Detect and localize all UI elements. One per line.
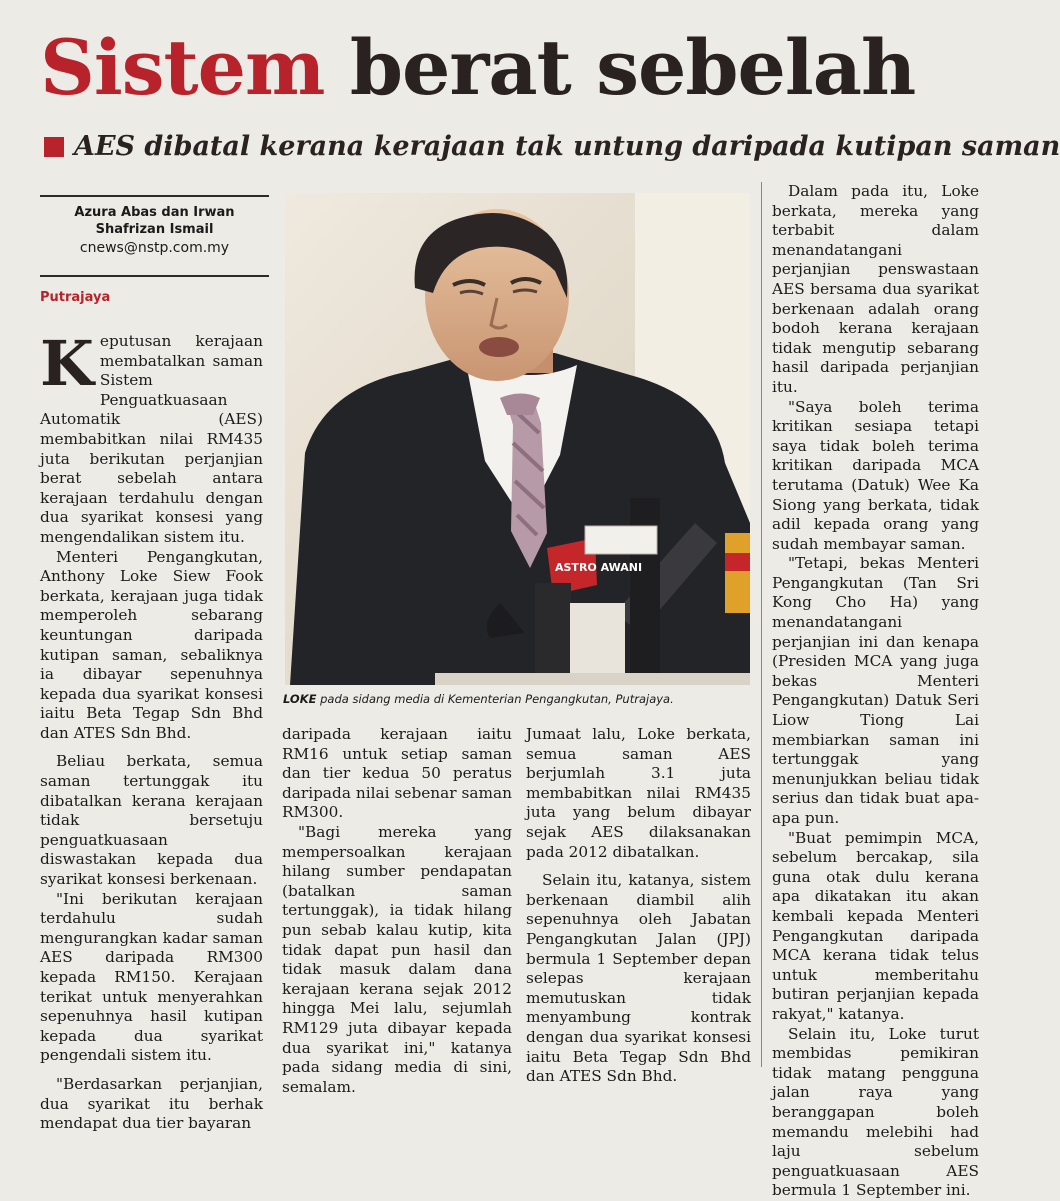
article-paragraph: Selain itu, Loke turut membidas pemikiran tidak matang pengguna jalan raya yang beranggapan boleh memandu melebihi had laju sebelum penguatkuasaan AES bermula 1 September ini. — [772, 1024, 979, 1200]
article-paragraph: Beliau berkata, semua saman tertunggak itu dibatalkan kerana kerajaan tidak bersetuju penguatkuasaan diswastakan kepada dua syarikat konsesi berkenaan. — [40, 752, 263, 889]
photo-illustration — [285, 193, 750, 685]
byline-authors: Azura Abas dan Irwan Shafrizan Ismail — [74, 205, 235, 237]
headline-part-1: Sistem — [40, 23, 325, 112]
article-paragraph: Keputusan kerajaan membatalkan saman Sistem Penguatkuasaan Automatik (AES) membabitkan nilai RM435 juta berikutan perjanjian berat sebelah antara kerajaan terdahulu dengan dua syarikat konsesi yang mengendalikan sistem itu. — [40, 327, 263, 546]
article-column-3 — [526, 725, 751, 1086]
dateline: Putrajaya — [40, 290, 111, 305]
caption-text: pada sidang media di Kementerian Pengangkutan, Putrajaya. — [316, 692, 674, 706]
headline — [40, 18, 1015, 123]
article-paragraph: daripada kerajaan iaitu RM16 untuk setiap saman dan tier kedua 50 peratus daripada nilai sebenar saman RM300. — [282, 725, 512, 822]
article-paragraph: "Berdasarkan perjanjian, dua syarikat itu berhak mendapat dua tier bayaran — [40, 1074, 263, 1133]
article-paragraph: Menteri Pengangkutan, Anthony Loke Siew Fook berkata, kerajaan juga tidak memperoleh sebarang keuntungan daripada kutipan saman, sebaliknya ia dibayar sepenuhnya kepada dua syarikat konsesi iaitu Beta Tegap Sdn Bhd dan ATES Sdn Bhd. — [40, 547, 263, 742]
byline-email: cnews@nstp.com.my — [79, 240, 230, 256]
article-paragraph: "Bagi mereka yang mempersoalkan kerajaan hilang sumber pendapatan (batalkan saman tertunggak), ia tidak hilang pun sebab kalau kutip, kita tidak dapat pun hasil dan tidak masuk dalam dana kerajaan kerana sejak 2012 hingga Mei lalu, sejumlah RM129 juta dibayar kepada dua syarikat ini," katanya pada sidang media di sini, semalam. — [282, 822, 512, 1096]
article-paragraph: "Ini berikutan kerajaan terdahulu sudah mengurangkan kadar saman AES daripada RM300 kepada RM150. Kerajaan terikat untuk menyerahkan sepenuhnya hasil kutipan kepada dua syarikat pengendali sistem itu. — [40, 889, 263, 1065]
byline-top-rule — [40, 195, 269, 197]
subheadline-text: AES dibatal kerana kerajaan tak untung daripada kutipan saman — [74, 131, 1060, 162]
subheadline — [44, 122, 1060, 172]
article-paragraph: "Buat pemimpin MCA, sebelum bercakap, sila guna otak dulu kerana apa dikatakan itu akan kembali kepada Menteri Pengangkutan daripada MCA kerana tidak telus untuk memberitahu butiran perjanjian kepada rakyat," katanya. — [772, 828, 979, 1023]
caption-lead: LOKE — [283, 692, 317, 706]
drop-cap: K — [40, 327, 94, 400]
red-square-bullet-icon — [44, 137, 64, 157]
headline-part-2: berat sebelah — [349, 23, 916, 112]
byline — [40, 204, 269, 257]
article-column-1 — [40, 327, 263, 1133]
byline-bottom-rule — [40, 275, 269, 277]
photo-caption — [283, 692, 753, 706]
article-photo — [285, 193, 750, 685]
article-paragraph: "Tetapi, bekas Menteri Pengangkutan (Tan Sri Kong Cho Ha) yang menandatangani perjanjian ini dan kenapa (Presiden MCA yang juga bekas Menteri Pengangkutan) Datuk Seri Liow Tiong Lai membiarkan saman ini tertunggak yang menunjukkan beliau tidak serius dan tidak buat apa-apa pun. — [772, 554, 979, 827]
article-column-2 — [282, 725, 512, 1096]
article-column-4 — [772, 182, 979, 1200]
column-divider — [761, 182, 762, 1067]
mic-label: ASTRO AWANI — [555, 561, 643, 574]
article-paragraph: Dalam pada itu, Loke berkata, mereka yang terbabit dalam menandatangani perjanjian penswastaan AES bersama dua syarikat berkenaan adalah orang bodoh kerana kerajaan tidak mengutip sebarang hasil daripada perjanjian itu. — [772, 182, 979, 396]
article-paragraph: "Saya boleh terima kritikan sesiapa tetapi saya tidak boleh terima kritikan daripada MCA terutama (Datuk) Wee Ka Siong yang berkata, tidak adil kepada orang yang sudah membayar saman. — [772, 397, 979, 553]
article-paragraph: Jumaat lalu, Loke berkata, semua saman AES berjumlah 3.1 juta membabitkan nilai RM435 juta yang belum dibayar sejak AES dilaksanakan pada 2012 dibatalkan. — [526, 725, 751, 861]
article-paragraph: Selain itu, katanya, sistem berkenaan diambil alih sepenuhnya oleh Jabatan Pengangkutan Jalan (JPJ) bermula 1 September depan selepas kerajaan memutuskan tidak menyambung kontrak dengan dua syarikat konsesi iaitu Beta Tegap Sdn Bhd dan ATES Sdn Bhd. — [526, 871, 751, 1086]
